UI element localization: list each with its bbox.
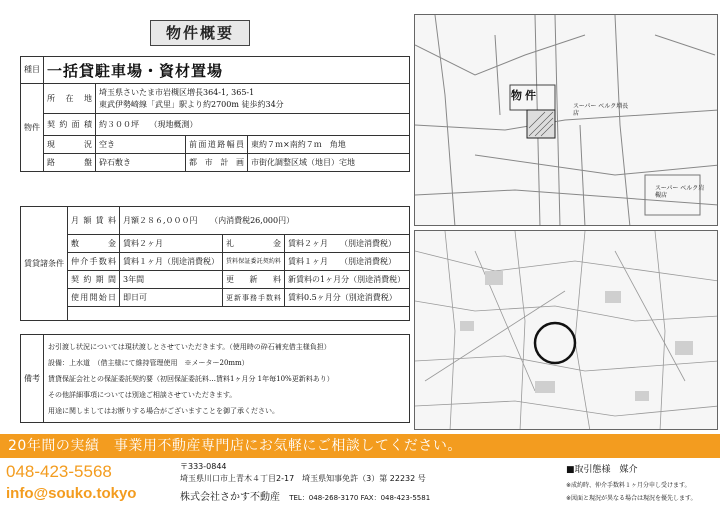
note-line: 設備：上水道 （借主様にて維持管理使用 ※メーター20mm） [48, 358, 249, 367]
surface-value: 砕石敷き [96, 154, 186, 172]
renewal-value: 新賃料の1ヶ月分（別途消費税） [285, 271, 410, 289]
note-line: お引渡し状況については現状渡しとさせていただきます。（使用時の砕石補充借主様負担） [48, 342, 331, 351]
note-line: 賃貸保証会社との保証委託契約要（初回保証委託料…賃料1ヶ月分 1年毎10%更新料あり） [48, 374, 334, 383]
notes-table [20, 334, 410, 423]
guarantee-value: 賃料１ヶ月 （別途消費税） [285, 253, 410, 271]
brokerage-value: 賃料１ヶ月（別途消費税） [120, 253, 223, 271]
key-money-label: 礼金 [223, 235, 285, 253]
renewal-fee-label: 更新事務手数料 [223, 289, 285, 307]
note-line: 用途に関しましてはお断りする場合がございますことを御了承ください。 [48, 406, 279, 415]
property-table [20, 56, 410, 172]
condition-label: 現況 [44, 136, 96, 154]
address-value: 埼玉県さいたま市岩槻区増長364-1, 365-1 [99, 87, 255, 97]
area-map-detail [414, 14, 718, 226]
start-value: 即日可 [120, 289, 223, 307]
area-note: （現地概測） [149, 120, 198, 129]
section-label-property: 物件 [21, 84, 44, 172]
area-map-wide [414, 230, 718, 430]
area-value: 約３００坪 [99, 120, 139, 129]
promo-banner: 20年間の実績 事業用不動産専門店にお気軽にご相談してください。 [0, 434, 720, 458]
section-label-terms: 賃貸諸条件 [21, 207, 68, 321]
type-label: 種目 [21, 57, 44, 84]
deposit-value: 賃料２ヶ月 [120, 235, 223, 253]
guarantee-label: 賃料保証委託契約料 [223, 253, 285, 271]
rent-label: 月額賃料 [68, 207, 120, 235]
period-value: 3年間 [120, 271, 223, 289]
key-money-value: 賃料２ヶ月 （別途消費税） [285, 235, 410, 253]
footer-address: 埼玉県川口市上青木４丁目2-17 埼玉県知事免許（3）第 22232 号 [180, 474, 426, 483]
city-plan-label: 都市計画 [186, 154, 248, 172]
start-label: 使用開始日 [68, 289, 120, 307]
footer-company: 株式会社さかす不動産 [180, 492, 280, 503]
map-supermarket-2: スーパー ベルク岩槻店 [655, 185, 705, 199]
location-label: 所在地 [44, 84, 96, 114]
footer-note-1: ※成約時、仲介手数料１ヶ月分申し受けます。 [566, 482, 691, 489]
road-label: 前面道路幅員 [186, 136, 248, 154]
period-label: 契約期間 [68, 271, 120, 289]
rent-value: 月額２８６,０００円 [123, 216, 198, 225]
renewal-label: 更新料 [223, 271, 285, 289]
type-value: 一括貸駐車場・資材置場 [44, 57, 410, 84]
surface-label: 路盤 [44, 154, 96, 172]
road-value: 東約７ｍ×南約７ｍ 角地 [248, 136, 410, 154]
note-line: その他詳細事項については別途ご相談させていただきます。 [48, 390, 237, 399]
map-wide-drawing [415, 231, 718, 430]
deposit-label: 敷金 [68, 235, 120, 253]
map-property-label: 物件 [511, 89, 539, 102]
brokerage-label: 仲介手数料 [68, 253, 120, 271]
footer-phone[interactable]: 048-423-5568 [6, 462, 112, 481]
city-plan-value: 市街化調整区域（地目）宅地 [248, 154, 410, 172]
area-label: 契約面積 [44, 114, 96, 136]
rent-tax: （内消費税26,000円） [210, 216, 295, 225]
notes-label: 備考 [21, 335, 44, 423]
property-marker-circle [535, 323, 575, 363]
page-title: 物件概要 [150, 20, 250, 46]
footer-note-2: ※図面と現況が異なる場合は現況を優先します。 [566, 495, 697, 502]
transaction-type: ■取引態様 媒介 [566, 465, 638, 475]
footer-postal: 〒333-0844 [180, 462, 227, 471]
footer-tel-fax: TEL：048-268-3170 FAX：048-423-5581 [289, 494, 431, 502]
renewal-fee-value: 賃料0.5ヶ月分（別途消費税） [285, 289, 410, 307]
map-supermarket-1: スーパー ベルク増長店 [573, 103, 629, 117]
station-value: 東武伊勢崎線「武里」駅より約2700m 徒歩約34分 [99, 99, 284, 109]
terms-table [20, 206, 410, 321]
condition-value: 空き [96, 136, 186, 154]
footer-email[interactable]: info@souko.tokyo [6, 485, 137, 502]
